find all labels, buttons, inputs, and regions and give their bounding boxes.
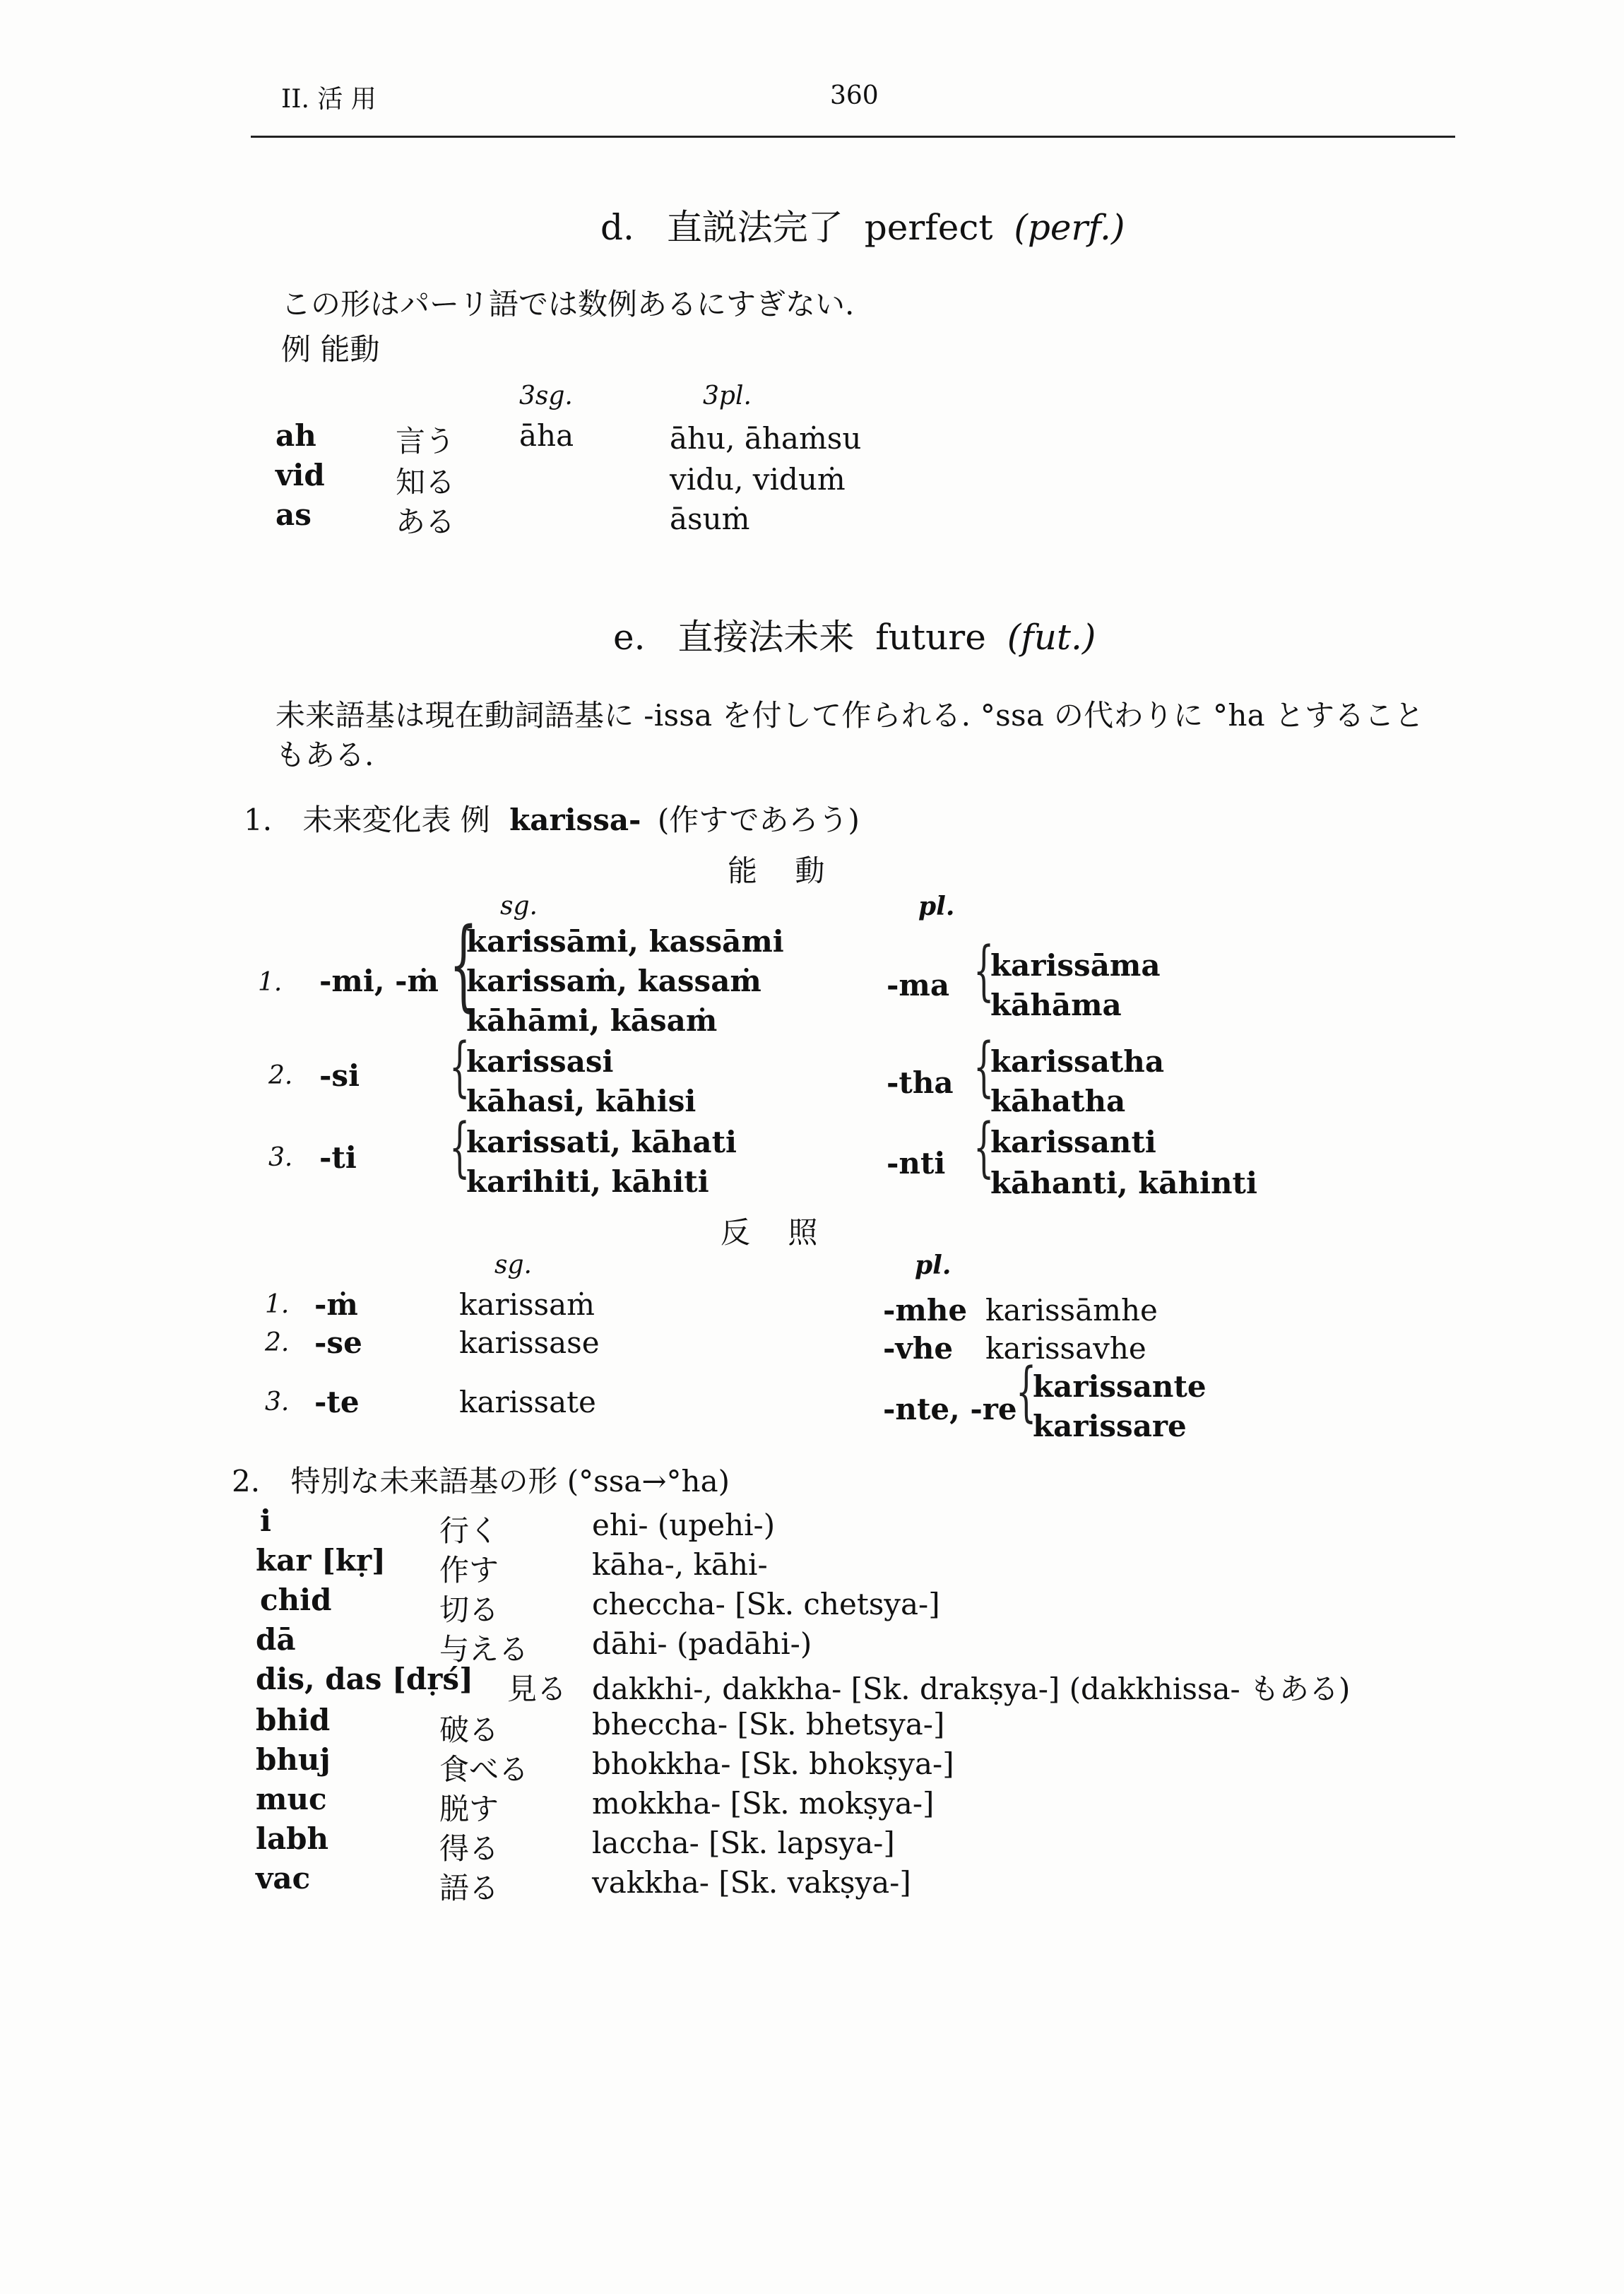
person-number: 1. — [258, 968, 283, 997]
special-form: ehi- (upehi-) — [592, 1508, 776, 1542]
table2-title-num: 2. — [232, 1464, 261, 1498]
sg-form: karissasi — [466, 1044, 614, 1079]
perfect-root: ah — [275, 418, 316, 453]
special-meaning: 作す — [439, 1553, 499, 1588]
perfect-root: vid — [275, 458, 325, 492]
special-meaning: 見る — [507, 1672, 567, 1706]
special-root: i — [260, 1503, 271, 1538]
reflexive-pl-label: pl. — [915, 1251, 952, 1280]
person-ending: -se — [314, 1325, 362, 1360]
sg-form: karissati, kāhati — [466, 1125, 737, 1159]
pl-ending: -mhe — [883, 1293, 968, 1328]
pl-form: karissāmhe — [985, 1293, 1158, 1328]
person-number: 3. — [268, 1143, 293, 1172]
running-header-section: II. 活 用 — [281, 85, 377, 114]
page-number: 360 — [830, 81, 879, 110]
perfect-3pl-form: āhu, āhaṁsu — [670, 421, 862, 456]
active-pl-label: pl. — [918, 892, 955, 921]
table1-title-num: 1. — [244, 803, 273, 837]
left-brace-icon: { — [449, 907, 478, 1022]
special-root: labh — [256, 1821, 329, 1856]
future-heading-en: future — [875, 617, 986, 658]
left-brace-icon: { — [1016, 1354, 1037, 1429]
perfect-meaning: 知る — [396, 465, 456, 499]
perfect-3pl-form: āsuṁ — [670, 502, 750, 536]
pl-form: karissare — [1033, 1409, 1187, 1443]
sg-form: karissase — [459, 1325, 600, 1360]
table1-title-text: 未来変化表 例 — [302, 803, 490, 837]
sg-form: karissaṁ, kassaṁ — [466, 964, 761, 998]
person-number: 1. — [265, 1290, 290, 1319]
pl-form: karissatha — [990, 1044, 1165, 1079]
special-root: kar [kṛ] — [256, 1543, 386, 1578]
special-root: vac — [256, 1861, 311, 1896]
special-meaning: 行く — [439, 1513, 499, 1548]
sg-form: kāhasi, kāhisi — [466, 1084, 697, 1118]
perfect-example-label: 例 能動 — [281, 332, 380, 367]
perfect-col-3pl: 3pl. — [703, 382, 752, 410]
person-ending: -ṁ — [314, 1287, 358, 1322]
active-voice-label: 能 動 — [728, 853, 839, 888]
future-intro-line2: もある. — [275, 738, 374, 772]
perfect-heading-jp: 直説法完了 — [666, 207, 843, 248]
person-ending: -si — [319, 1058, 360, 1093]
left-brace-icon: { — [973, 1029, 995, 1104]
header-rule — [251, 136, 1455, 138]
pl-form: kāhanti, kāhinti — [990, 1166, 1257, 1200]
pl-form: karissāma — [990, 948, 1161, 983]
perfect-heading-en: perfect — [864, 207, 993, 248]
left-brace-icon: { — [973, 1109, 995, 1185]
future-intro-line1: 未来語基は現在動詞語基に -issa を付して作られる. °ssa の代わりに °ha とすること — [275, 698, 1425, 733]
pl-form: kāhatha — [990, 1084, 1126, 1118]
special-root: dā — [256, 1622, 296, 1657]
person-ending: -te — [314, 1385, 360, 1419]
table2-title — [232, 1458, 730, 1501]
left-brace-icon: { — [449, 1029, 470, 1104]
table2-title-text: 特別な未来語基の形 (°ssa→°ha) — [290, 1464, 730, 1498]
table1-gloss: (作すであろう) — [657, 803, 860, 837]
special-form: bheccha- [Sk. bhetsya-] — [592, 1707, 945, 1742]
special-form: laccha- [Sk. lapsya-] — [592, 1826, 895, 1860]
future-heading-jp: 直接法未来 — [677, 617, 855, 658]
active-sg-label: sg. — [500, 892, 538, 921]
perfect-heading — [600, 199, 1125, 250]
perfect-root: as — [275, 497, 312, 532]
special-meaning: 切る — [439, 1592, 499, 1627]
reflexive-sg-label: sg. — [494, 1251, 532, 1279]
sg-form: karissate — [459, 1385, 596, 1419]
person-number: 2. — [268, 1061, 293, 1090]
special-root: dis, das [dṛś] — [256, 1662, 473, 1696]
reflexive-voice-label: 反 照 — [721, 1215, 832, 1250]
perfect-meaning: 言う — [396, 424, 456, 459]
perfect-col-3sg: 3sg. — [519, 382, 573, 410]
special-root: bhid — [256, 1703, 331, 1737]
special-root: chid — [260, 1583, 332, 1617]
pl-form: karissante — [1033, 1369, 1207, 1404]
future-heading-letter: e. — [613, 617, 646, 658]
special-form: vakkha- [Sk. vakṣya-] — [592, 1865, 911, 1900]
special-root: bhuj — [256, 1742, 331, 1777]
pl-ending: -ma — [887, 968, 950, 1003]
person-number: 3. — [265, 1388, 290, 1417]
table1-title — [244, 797, 860, 839]
left-brace-icon: { — [973, 933, 995, 1008]
perfect-3sg-form: āha — [519, 418, 574, 453]
special-meaning: 破る — [439, 1713, 499, 1747]
pl-ending: -vhe — [883, 1331, 954, 1366]
left-brace-icon: { — [449, 1109, 470, 1185]
special-form: checcha- [Sk. chetsya-] — [592, 1587, 940, 1621]
pl-form: karissavhe — [985, 1331, 1146, 1366]
person-number: 2. — [265, 1328, 290, 1357]
special-form: kāha-, kāhi- — [592, 1547, 768, 1582]
perfect-3pl-form: vidu, viduṁ — [670, 462, 846, 497]
perfect-heading-abbr: (perf.) — [1014, 207, 1125, 248]
perfect-intro: この形はパーリ語では数例あるにすぎない. — [281, 287, 855, 321]
special-meaning: 食べる — [439, 1752, 529, 1787]
future-heading-abbr: (fut.) — [1007, 617, 1096, 658]
special-meaning: 与える — [439, 1632, 529, 1667]
special-form: mokkha- [Sk. mokṣya-] — [592, 1786, 935, 1821]
table1-stem: karissa- — [509, 803, 641, 837]
perfect-meaning: ある — [396, 504, 456, 539]
sg-form: karihiti, kāhiti — [466, 1164, 709, 1199]
special-form: dakkhi-, dakkha- [Sk. drakṣya-] (dakkhissa- もある) — [592, 1672, 1351, 1706]
special-root: muc — [256, 1782, 327, 1816]
pl-ending: -nte, -re — [883, 1392, 1017, 1426]
person-ending: -mi, -ṁ — [319, 964, 439, 998]
sg-form: kāhāmi, kāsaṁ — [466, 1003, 718, 1038]
pl-form: karissanti — [990, 1125, 1156, 1159]
special-meaning: 語る — [439, 1871, 499, 1905]
sg-form: karissāmi, kassāmi — [466, 924, 784, 959]
perfect-heading-letter: d. — [600, 207, 634, 248]
special-meaning: 脱す — [439, 1792, 499, 1826]
person-ending: -ti — [319, 1140, 357, 1175]
sg-form: karissaṁ — [459, 1287, 595, 1322]
pl-form: kāhāma — [990, 988, 1122, 1022]
future-heading — [613, 609, 1096, 660]
special-form: bhokkha- [Sk. bhokṣya-] — [592, 1746, 954, 1781]
special-form: dāhi- (padāhi-) — [592, 1626, 812, 1661]
pl-ending: -nti — [887, 1146, 946, 1181]
pl-ending: -tha — [887, 1065, 954, 1100]
special-meaning: 得る — [439, 1831, 499, 1866]
